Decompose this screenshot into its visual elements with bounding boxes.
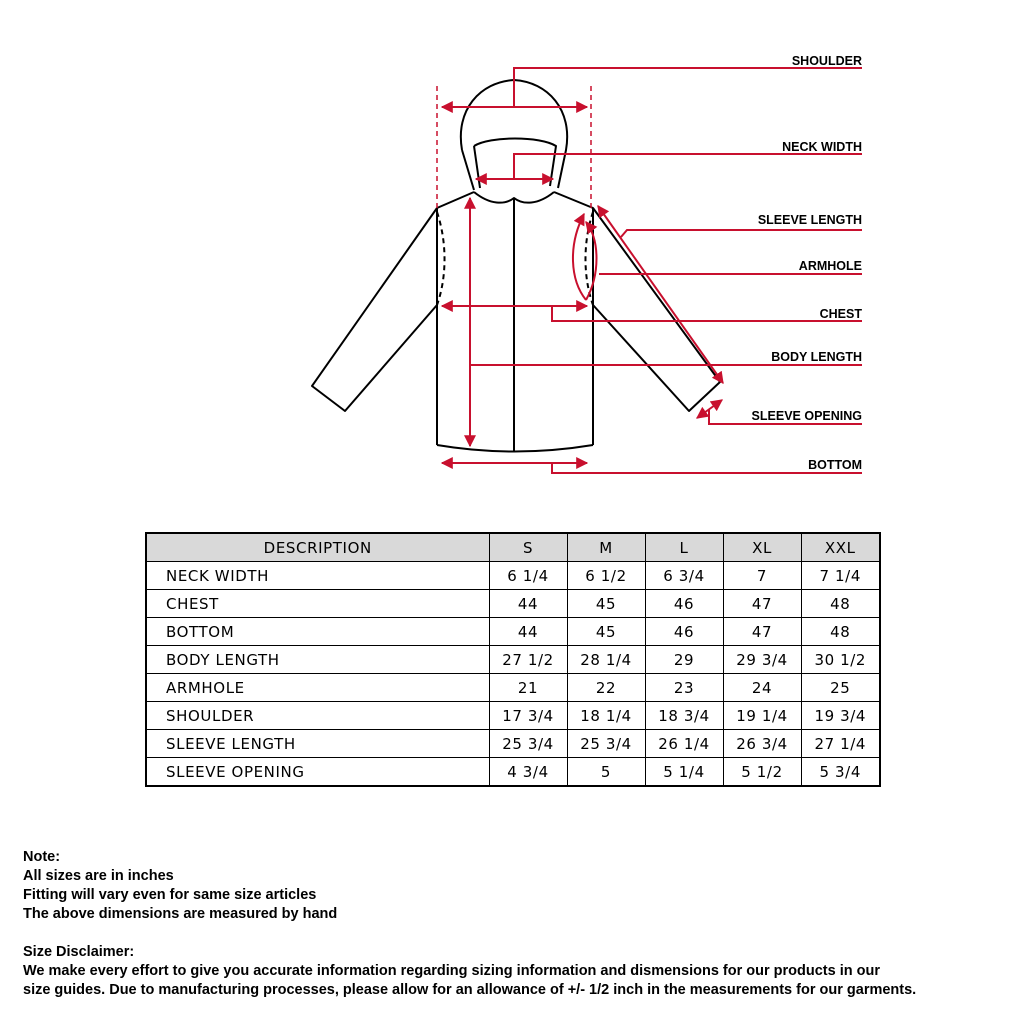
disclaimer-line: size guides. Due to manufacturing processes, please allow for an allowance of +/- 1/2 inch in the measurements for our garments.	[23, 982, 917, 998]
jacket-measurement-diagram	[0, 0, 1024, 500]
table-cell: 21	[489, 674, 567, 702]
label-chest: CHEST	[819, 307, 862, 321]
jacket-outline	[312, 80, 720, 452]
table-cell: 25 3/4	[489, 730, 567, 758]
row-label: NECK WIDTH	[146, 562, 489, 590]
hood-left-side	[462, 150, 474, 190]
table-cell: 6 1/4	[489, 562, 567, 590]
left-sleeve	[312, 208, 437, 411]
row-label: SHOULDER	[146, 702, 489, 730]
label-neck-width: NECK WIDTH	[782, 140, 862, 154]
shoulder-leader	[514, 68, 862, 107]
label-sleeve-opening: SLEEVE OPENING	[751, 409, 862, 423]
table-cell: 28 1/4	[567, 646, 645, 674]
hood-inner-left	[474, 146, 480, 188]
table-cell: 5 1/2	[723, 758, 801, 787]
table-row	[146, 674, 880, 702]
table-cell: 44	[489, 590, 567, 618]
table-cell: 44	[489, 618, 567, 646]
note-line: All sizes are in inches	[23, 868, 174, 884]
table-cell: 6 1/2	[567, 562, 645, 590]
row-label: CHEST	[146, 590, 489, 618]
notes-section	[23, 848, 1013, 1000]
table-cell: 47	[723, 618, 801, 646]
table-cell: 19 1/4	[723, 702, 801, 730]
table-cell: 18 3/4	[645, 702, 723, 730]
row-label: SLEEVE OPENING	[146, 758, 489, 787]
table-cell: 45	[567, 590, 645, 618]
table-row	[146, 730, 880, 758]
disclaimer-title: Size Disclaimer:	[23, 944, 135, 960]
table-cell: 6 3/4	[645, 562, 723, 590]
header-size-m: M	[567, 533, 645, 562]
label-sleeve-length: SLEEVE LENGTH	[757, 213, 862, 227]
label-armhole: ARMHOLE	[798, 259, 862, 273]
label-bottom: BOTTOM	[808, 458, 862, 472]
table-cell: 47	[723, 590, 801, 618]
table-row	[146, 702, 880, 730]
table-row	[146, 618, 880, 646]
note-title: Note:	[23, 849, 61, 865]
table-cell: 48	[801, 590, 880, 618]
table-cell: 5 3/4	[801, 758, 880, 787]
neck-width-leader	[514, 154, 862, 179]
size-chart-table	[145, 532, 881, 787]
table-row	[146, 562, 880, 590]
row-label: BODY LENGTH	[146, 646, 489, 674]
table-cell: 29 3/4	[723, 646, 801, 674]
table-cell: 24	[723, 674, 801, 702]
header-size-xl: XL	[723, 533, 801, 562]
table-cell: 27 1/4	[801, 730, 880, 758]
armhole-arrow	[573, 214, 586, 300]
table-cell: 46	[645, 618, 723, 646]
left-armhole-seam	[437, 212, 445, 305]
table-cell: 29	[645, 646, 723, 674]
row-label: SLEEVE LENGTH	[146, 730, 489, 758]
table-row	[146, 646, 880, 674]
table-cell: 30 1/2	[801, 646, 880, 674]
table-cell: 22	[567, 674, 645, 702]
header-size-xxl: XXL	[801, 533, 880, 562]
note-line: Fitting will vary even for same size articles	[23, 887, 317, 903]
table-cell: 26 3/4	[723, 730, 801, 758]
header-size-l: L	[645, 533, 723, 562]
table-cell: 5	[567, 758, 645, 787]
table-cell: 7 1/4	[801, 562, 880, 590]
table-cell: 17 3/4	[489, 702, 567, 730]
table-header-row	[146, 533, 880, 562]
table-cell: 18 1/4	[567, 702, 645, 730]
sleeve-length-arrow	[598, 206, 723, 383]
table-row	[146, 590, 880, 618]
label-body-length: BODY LENGTH	[771, 350, 862, 364]
table-cell: 25	[801, 674, 880, 702]
row-label: BOTTOM	[146, 618, 489, 646]
table-cell: 46	[645, 590, 723, 618]
table-cell: 19 3/4	[801, 702, 880, 730]
right-sleeve	[593, 208, 720, 411]
table-row	[146, 758, 880, 787]
body-right	[554, 192, 593, 445]
disclaimer-line: We make every effort to give you accurate information regarding sizing information and dismensions for our products in our	[23, 963, 880, 979]
table-cell: 27 1/2	[489, 646, 567, 674]
spacer	[23, 924, 1013, 943]
sleeve-length-leader	[621, 230, 862, 237]
table-cell: 45	[567, 618, 645, 646]
table-cell: 48	[801, 618, 880, 646]
table-cell: 23	[645, 674, 723, 702]
row-label: ARMHOLE	[146, 674, 489, 702]
chest-leader	[552, 306, 862, 321]
header-description: DESCRIPTION	[146, 533, 489, 562]
table-cell: 25 3/4	[567, 730, 645, 758]
label-shoulder: SHOULDER	[791, 54, 862, 68]
table-cell: 26 1/4	[645, 730, 723, 758]
table-cell: 4 3/4	[489, 758, 567, 787]
note-line: The above dimensions are measured by hand	[23, 906, 338, 922]
table-cell: 7	[723, 562, 801, 590]
header-size-s: S	[489, 533, 567, 562]
table-cell: 5 1/4	[645, 758, 723, 787]
